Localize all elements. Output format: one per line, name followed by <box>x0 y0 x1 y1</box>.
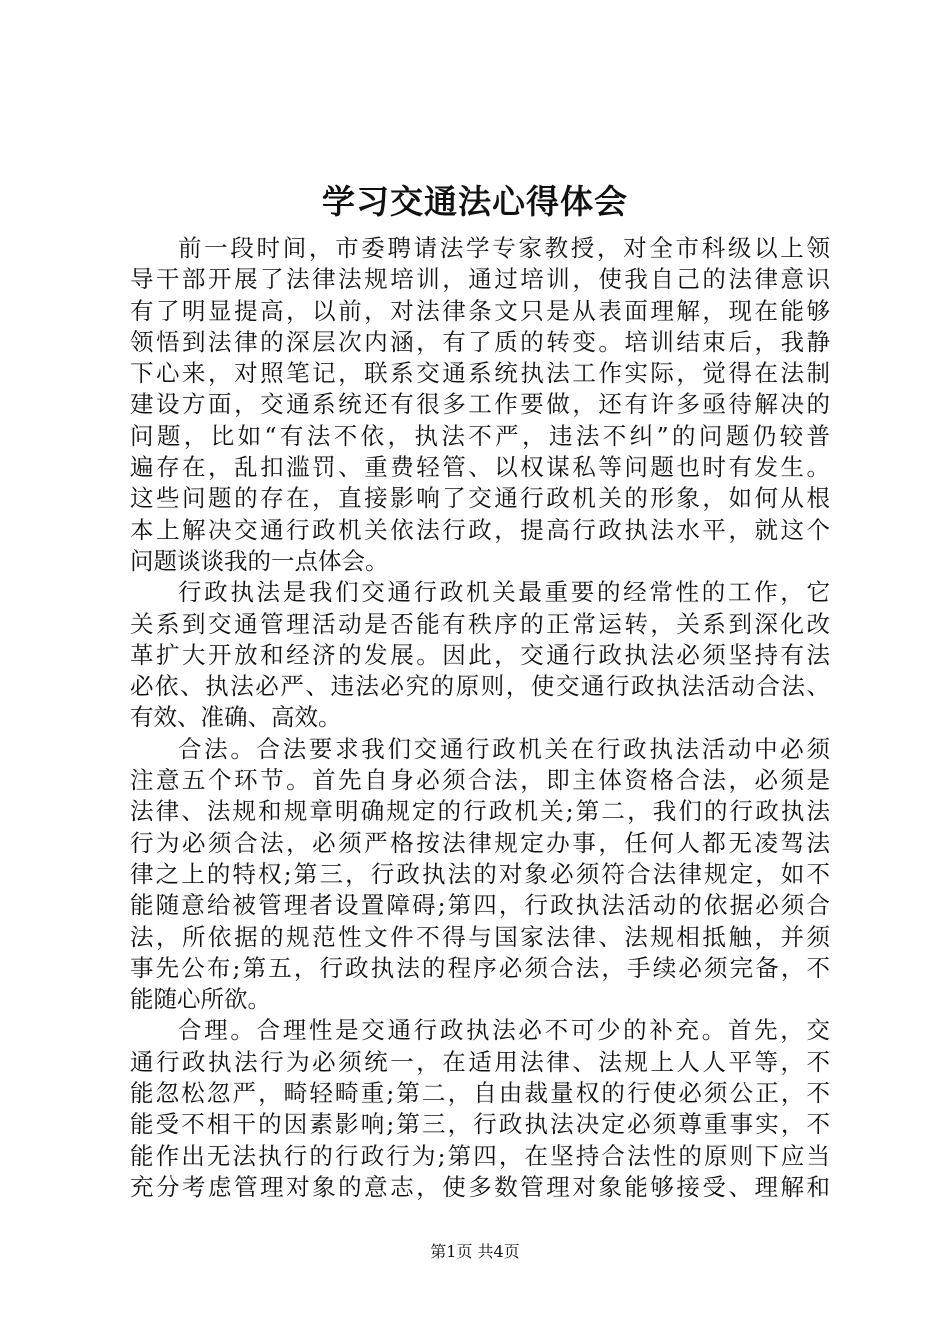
text-line: 行为必须合法，必须严格按法律规定办事，任何人都无凌驾法 <box>130 828 830 857</box>
text-line: 能忽松忽严，畸轻畸重;第二，自由裁量权的行使必须公正，不 <box>130 1079 830 1108</box>
text-line: 这些问题的存在，直接影响了交通行政机关的形象，如何从根 <box>130 484 830 513</box>
text-line: 能随意给被管理者设置障碍;第四，行政执法活动的依据必须合 <box>130 891 830 920</box>
text-line: 合理。合理性是交通行政执法必不可少的补充。首先，交 <box>178 1016 830 1045</box>
text-line: 问题，比如“有法不依，执法不严，违法不纠”的问题仍较普 <box>130 421 830 450</box>
text-line: 领悟到法律的深层次内涵，有了质的转变。培训结束后，我静 <box>130 327 830 356</box>
text-line: 通行政执法行为必须统一，在适用法律、法规上人人平等，不 <box>130 1047 830 1076</box>
document-body <box>130 233 830 1203</box>
text-line: 合法。合法要求我们交通行政机关在行政执法活动中必须 <box>178 734 830 763</box>
text-line: 前一段时间，市委聘请法学专家教授，对全市科级以上领 <box>178 234 830 262</box>
text-line: 有效、准确、高效。 <box>130 703 342 732</box>
text-line: 必依、执法必严、违法必究的原则，使交通行政执法活动合法、 <box>130 672 830 701</box>
text-line: 关系到交通管理活动是否能有秩序的正常运转，关系到深化改 <box>130 609 830 638</box>
text-line: 遍存在，乱扣滥罚、重费轻管、以权谋私等问题也时有发生。 <box>130 453 830 482</box>
text-line: 律之上的特权;第三，行政执法的对象必须符合法律规定，如不 <box>130 859 830 888</box>
text-line: 问题谈谈我的一点体会。 <box>130 546 389 575</box>
page-title: 学习交通法心得体会 <box>322 182 628 221</box>
text-line: 能作出无法执行的行政行为;第四，在坚持合法性的原则下应当 <box>130 1141 830 1170</box>
text-line: 有了明显提高，以前，对法律条文只是从表面理解，现在能够 <box>130 296 830 325</box>
text-line: 能受不相干的因素影响;第三，行政执法决定必须尊重事实，不 <box>130 1110 830 1139</box>
text-line: 本上解决交通行政机关依法行政，提高行政执法水平，就这个 <box>130 515 830 544</box>
text-line: 法，所依据的规范性文件不得与国家法律、法规相抵触，并须 <box>130 922 830 951</box>
text-line: 导干部开展了法律法规培训，通过培训，使我自己的法律意识 <box>130 265 830 294</box>
text-line: 注意五个环节。首先自身必须合法，即主体资格合法，必须是 <box>130 766 830 795</box>
text-line: 事先公布;第五，行政执法的程序必须合法，手续必须完备，不 <box>130 953 830 982</box>
page-footer: 第1页 共4页 <box>430 1242 520 1261</box>
text-line: 法律、法规和规章明确规定的行政机关;第二，我们的行政执法 <box>130 797 830 826</box>
text-line: 充分考虑管理对象的意志，使多数管理对象能够接受、理解和 <box>130 1172 830 1201</box>
text-line: 行政执法是我们交通行政机关最重要的经常性的工作，它 <box>178 578 830 607</box>
text-line: 下心来，对照笔记，联系交通系统执法工作实际，觉得在法制 <box>130 359 830 388</box>
text-line: 建设方面，交通系统还有很多工作要做，还有许多亟待解决的 <box>130 390 830 419</box>
text-line: 革扩大开放和经济的发展。因此，交通行政执法必须坚持有法 <box>130 640 830 669</box>
text-line: 能随心所欲。 <box>130 985 271 1014</box>
